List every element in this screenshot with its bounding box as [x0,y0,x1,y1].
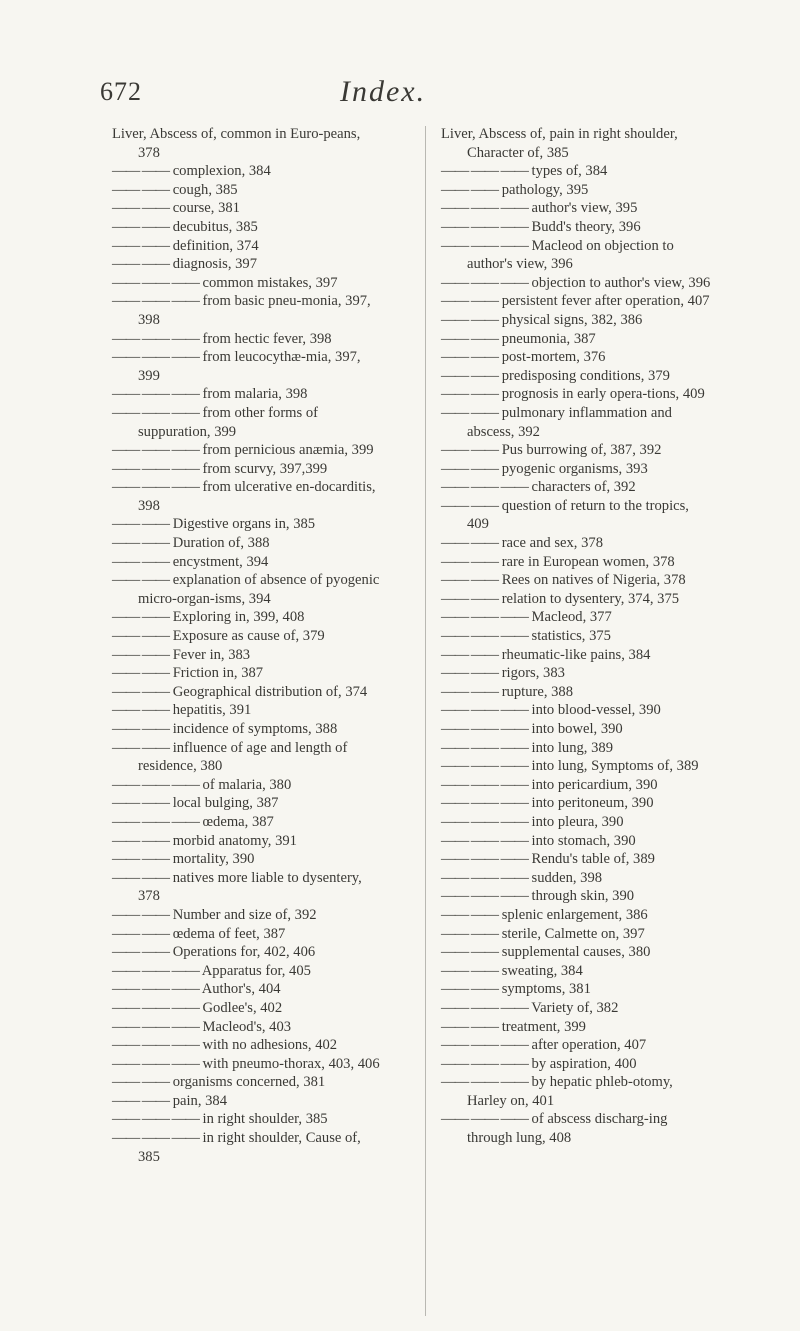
index-entry-text: pneumonia, 387 [501,330,596,347]
index-entry [441,385,711,404]
repeat-dash: —— —— [441,590,499,607]
index-entry [441,664,711,683]
index-entry [441,608,711,627]
index-entry-text: Operations for, 402, 406 [172,944,316,961]
index-entry-text: œdema of feet, 387 [172,925,286,942]
index-entry [441,292,711,311]
index-entry [112,1129,382,1166]
repeat-dash: —— —— [112,702,170,719]
index-entry [441,906,711,925]
index-entry-text: natives more liable to dysentery, 378 [138,869,362,905]
index-entry [112,125,382,162]
index-entry [112,162,382,181]
index-entry [112,776,382,795]
index-entry-text: of abscess discharg-ing through lung, 408 [467,1111,668,1147]
index-entry [112,218,382,237]
index-entry-text: definition, 374 [172,237,259,254]
repeat-dash: —— —— [112,1074,170,1091]
page-title: Index. [340,75,427,108]
index-entry-text: decubitus, 385 [172,218,258,235]
index-entry-text: from ulcerative en-docarditis, 398 [138,479,376,514]
repeat-dash: —— —— [112,163,170,180]
repeat-dash: —— —— —— [112,404,199,421]
repeat-dash: —— —— [441,944,499,961]
repeat-dash: —— —— —— [112,274,199,291]
repeat-dash: —— —— —— [441,721,528,737]
index-entry-text: rigors, 383 [501,665,565,682]
index-entry [112,515,382,534]
index-entry-text: Pus burrowing of, 387, 392 [501,442,662,459]
index-entry [441,943,711,962]
index-entry [112,460,382,479]
repeat-dash: —— —— —— [112,330,199,347]
index-entry-text: morbid anatomy, 391 [172,832,297,849]
index-entry-text: relation to dysentery, 374, 375 [501,590,680,607]
index-entry [112,348,382,385]
repeat-dash: —— —— [112,665,170,682]
index-entry [441,162,711,181]
repeat-dash: —— —— [441,925,499,942]
index-entry [112,553,382,572]
index-entry-text: Duration of, 388 [172,535,270,552]
index-entry-text: into blood-vessel, 390 [531,702,661,719]
index-entry [112,1018,382,1037]
repeat-dash: —— —— [112,1092,170,1109]
index-entry-text: types of, 384 [531,163,608,180]
index-entry-text: cough, 385 [172,181,238,198]
index-entry [441,274,711,293]
index-entry [441,590,711,609]
index-entry-text: influence of age and length of residence, 380 [138,739,348,775]
index-entry [112,1110,382,1129]
index-entry [112,627,382,646]
repeat-dash: —— —— —— [441,274,528,291]
index-entry [441,683,711,702]
repeat-dash: —— —— —— [112,981,199,998]
repeat-dash: —— —— [112,628,170,645]
index-entry-text: splenic enlargement, 386 [501,906,648,923]
repeat-dash: —— —— —— [441,1111,528,1128]
index-entry [441,497,711,534]
repeat-dash: —— —— —— [112,1037,199,1054]
index-entry [112,608,382,627]
repeat-dash: —— —— [112,721,170,737]
repeat-dash: —— —— —— [441,200,528,217]
repeat-dash: —— —— —— [441,702,528,719]
index-entry-text: Number and size of, 392 [172,906,317,923]
repeat-dash: —— —— [112,237,170,254]
index-entry [441,646,711,665]
index-entry [112,478,382,515]
repeat-dash: —— —— —— [441,795,528,812]
index-entry-text: Geographical distribution of, 374 [172,683,368,700]
repeat-dash: —— —— —— [112,349,199,366]
repeat-dash: —— —— [112,851,170,868]
index-entry-text: question of return to the tropics, 409 [467,497,689,533]
index-entry [441,720,711,739]
repeat-dash: —— —— [441,181,499,198]
index-entry [112,794,382,813]
index-entry-text: through skin, 390 [531,888,635,905]
index-entry-text: diagnosis, 397 [172,256,258,273]
index-entry-text: Exploring in, 399, 408 [172,609,305,626]
index-entry [112,720,382,739]
index-entry-text: supplemental causes, 380 [501,944,651,961]
repeat-dash: —— —— [441,906,499,923]
index-entry-text: characters of, 392 [531,479,636,496]
repeat-dash: —— —— [441,981,499,998]
index-entry [441,999,711,1018]
index-entry-text: pyogenic organisms, 393 [501,460,648,477]
repeat-dash: —— —— [441,404,499,421]
index-entry [112,701,382,720]
index-entry [441,757,711,776]
repeat-dash: —— —— [112,869,170,886]
index-entry-text: incidence of symptoms, 388 [172,721,338,737]
index-entry [112,1036,382,1055]
index-entry [112,850,382,869]
repeat-dash: —— —— —— [441,999,528,1016]
repeat-dash: —— —— —— [441,758,528,775]
index-entry [441,887,711,906]
index-entry [441,980,711,999]
index-entry [441,460,711,479]
repeat-dash: —— —— —— [441,218,528,235]
repeat-dash: —— —— —— [112,479,199,496]
repeat-dash: —— —— —— [441,776,528,793]
index-entry [112,646,382,665]
index-entry-text: pulmonary inflammation and abscess, 392 [467,404,672,440]
index-entry-text: Godlee's, 402 [202,999,283,1016]
index-entry [441,237,711,274]
index-entry [441,1036,711,1055]
index-entry-text: prognosis in early opera-tions, 409 [501,386,705,403]
repeat-dash: —— —— —— [441,479,528,496]
index-entry-text: pain, 384 [172,1092,228,1109]
index-entry-text: into lung, Symptoms of, 389 [531,758,699,775]
index-entry-text: statistics, 375 [531,628,611,645]
index-entry-text: complexion, 384 [172,163,271,180]
index-entry [441,869,711,888]
index-entry-text: from malaria, 398 [202,386,308,403]
index-entry [112,869,382,906]
repeat-dash: —— —— [441,1018,499,1035]
index-entry-text: into stomach, 390 [531,832,636,849]
index-entry-text: œdema, 387 [202,813,274,830]
index-entry-text: of malaria, 380 [202,776,292,793]
index-entry-text: common mistakes, 397 [202,274,338,291]
index-entry-text: in right shoulder, 385 [202,1111,328,1128]
index-entry-text: encystment, 394 [172,553,269,570]
index-entry-text: treatment, 399 [501,1018,586,1035]
index-entry-text: Macleod, 377 [531,609,612,626]
index-entry [112,330,382,349]
index-column-left [112,125,382,1166]
index-column-right [441,125,711,1148]
repeat-dash: —— —— —— [112,386,199,403]
index-entry [441,850,711,869]
index-entry-text: sterile, Calmette on, 397 [501,925,645,942]
repeat-dash: —— —— [441,311,499,328]
repeat-dash: —— —— [441,665,499,682]
repeat-dash: —— —— —— [112,442,199,459]
index-entry [441,794,711,813]
index-entry-text: by hepatic phleb-otomy, Harley on, 401 [467,1074,673,1109]
index-entry [441,553,711,572]
index-entry-text: with no adhesions, 402 [202,1037,338,1054]
index-entry-text: with pneumo-thorax, 403, 406 [202,1055,380,1072]
index-entry [441,218,711,237]
index-entry [441,739,711,758]
repeat-dash: —— —— —— [112,776,199,793]
index-entry [441,813,711,832]
index-entry [441,367,711,386]
index-entry [112,292,382,329]
repeat-dash: —— —— [441,497,499,514]
index-entry [441,1018,711,1037]
index-entry [112,199,382,218]
index-entry [441,311,711,330]
index-entry [441,330,711,349]
index-entry-text: explanation of absence of pyogenic micro-organ-isms, 394 [138,572,380,607]
index-entry-text: Friction in, 387 [172,665,264,682]
repeat-dash: —— —— —— [441,628,528,645]
repeat-dash: —— —— —— [441,237,528,254]
repeat-dash: —— —— [441,386,499,403]
repeat-dash: —— —— —— [112,813,199,830]
repeat-dash: —— —— [441,349,499,366]
index-entry-text: author's view, 395 [531,200,638,217]
repeat-dash: —— —— [112,906,170,923]
index-entry-text: into bowel, 390 [531,721,623,737]
index-entry [112,925,382,944]
repeat-dash: —— —— —— [441,1037,528,1054]
index-entry-text: predisposing conditions, 379 [501,367,670,384]
index-entry [441,125,711,162]
repeat-dash: —— —— —— [112,1018,199,1035]
index-entry-text: from leucocythæ-mia, 397, 399 [138,349,361,384]
index-entry-text: from hectic fever, 398 [202,330,332,347]
index-entry-text: from scurvy, 397,399 [202,460,328,477]
repeat-dash: —— —— —— [441,1055,528,1072]
index-entry-text: Liver, Abscess of, common in Euro-peans, 378 [112,126,361,161]
repeat-dash: —— —— —— [441,832,528,849]
column-divider [425,126,426,1316]
index-entry [441,348,711,367]
index-entry-text: symptoms, 381 [501,981,591,998]
index-entry [441,1055,711,1074]
index-entry [112,999,382,1018]
repeat-dash: —— —— [112,646,170,663]
repeat-dash: —— —— —— [112,1130,199,1147]
index-entry-text: pathology, 395 [501,181,589,198]
index-entry [112,683,382,702]
index-entry [112,1055,382,1074]
repeat-dash: —— —— [441,367,499,384]
index-entry-text: into pericardium, 390 [531,776,658,793]
index-entry-text: Exposure as cause of, 379 [172,628,325,645]
index-entry [441,181,711,200]
index-entry [441,1110,711,1147]
index-entry [441,962,711,981]
repeat-dash: —— —— [441,442,499,459]
repeat-dash: —— —— —— [441,888,528,905]
repeat-dash: —— —— [112,795,170,812]
repeat-dash: —— —— [112,683,170,700]
index-entry [441,404,711,441]
repeat-dash: —— —— [441,572,499,589]
index-entry-text: from other forms of suppuration, 399 [138,404,319,440]
index-entry [441,776,711,795]
index-entry-text: in right shoulder, Cause of, 385 [138,1130,361,1165]
index-entry [441,1073,711,1110]
index-entry [112,664,382,683]
index-entry [441,534,711,553]
index-entry-text: physical signs, 382, 386 [501,311,643,328]
index-entry [441,925,711,944]
repeat-dash: —— —— [441,962,499,979]
index-entry-text: persistent fever after operation, 407 [501,293,710,310]
repeat-dash: —— —— [112,832,170,849]
repeat-dash: —— —— —— [441,813,528,830]
index-entry-text: sweating, 384 [501,962,583,979]
repeat-dash: —— —— —— [441,851,528,868]
index-entry [441,199,711,218]
index-entry-text: sudden, 398 [531,869,603,886]
repeat-dash: —— —— —— [112,1055,199,1072]
index-entry [112,906,382,925]
index-entry [441,441,711,460]
index-entry-text: after operation, 407 [531,1037,647,1054]
repeat-dash: —— —— —— [112,460,199,477]
index-entry-text: Liver, Abscess of, pain in right shoulder, Character of, 385 [441,126,678,161]
index-entry-text: rare in European women, 378 [501,553,675,570]
repeat-dash: —— —— [112,609,170,626]
index-entry-text: Digestive organs in, 385 [172,516,316,533]
index-entry-text: rupture, 388 [501,683,574,700]
repeat-dash: —— —— [112,572,170,589]
repeat-dash: —— —— —— [112,1111,199,1128]
repeat-dash: —— —— [441,330,499,347]
repeat-dash: —— —— [441,683,499,700]
index-entry-text: objection to author's view, 396 [531,274,711,291]
index-entry [112,739,382,776]
index-entry [112,980,382,999]
index-entry [112,274,382,293]
index-entry [112,1092,382,1111]
index-entry [112,943,382,962]
index-entry [112,404,382,441]
index-entry-text: mortality, 390 [172,851,255,868]
repeat-dash: —— —— [112,256,170,273]
index-entry-text: Budd's theory, 396 [531,218,641,235]
repeat-dash: —— —— [112,200,170,217]
repeat-dash: —— —— [112,535,170,552]
index-entry-text: Rees on natives of Nigeria, 378 [501,572,686,589]
repeat-dash: —— —— [441,460,499,477]
index-entry-text: from basic pneu-monia, 397, 398 [138,293,371,328]
index-entry [112,1073,382,1092]
page-number: 672 [100,77,142,106]
index-entry [112,255,382,274]
index-entry-text: Author's, 404 [201,981,281,998]
index-entry-text: Macleod's, 403 [202,1018,292,1035]
index-entry [441,627,711,646]
repeat-dash: —— —— —— [441,609,528,626]
index-entry-text: race and sex, 378 [501,535,603,552]
repeat-dash: —— —— [112,181,170,198]
index-entry-text: by aspiration, 400 [531,1055,637,1072]
repeat-dash: —— —— [441,293,499,310]
repeat-dash: —— —— —— [441,869,528,886]
index-entry-text: into lung, 389 [531,739,613,756]
repeat-dash: —— —— —— [112,999,199,1016]
repeat-dash: —— —— —— [112,962,199,979]
index-entry-text: Macleod on objection to author's view, 396 [467,237,674,273]
index-entry [441,571,711,590]
repeat-dash: —— —— [112,553,170,570]
repeat-dash: —— —— [112,218,170,235]
index-entry-text: course, 381 [172,200,240,217]
index-entry [441,832,711,851]
repeat-dash: —— —— [112,516,170,533]
repeat-dash: —— —— [441,646,499,663]
index-entry [112,181,382,200]
index-entry-text: organisms concerned, 381 [172,1074,326,1091]
index-entry-text: rheumatic-like pains, 384 [501,646,651,663]
index-entry [112,832,382,851]
repeat-dash: —— —— [441,535,499,552]
repeat-dash: —— —— —— [441,739,528,756]
repeat-dash: —— —— —— [112,293,199,310]
index-entry [441,478,711,497]
index-entry [112,534,382,553]
index-entry [112,962,382,981]
index-entry-text: Variety of, 382 [531,999,619,1016]
repeat-dash: —— —— —— [441,1074,528,1091]
repeat-dash: —— —— [112,739,170,756]
index-entry-text: into pleura, 390 [531,813,624,830]
index-entry-text: Rendu's table of, 389 [531,851,655,868]
index-entry [112,237,382,256]
repeat-dash: —— —— [112,944,170,961]
index-entry [441,701,711,720]
index-entry [112,571,382,608]
repeat-dash: —— —— [112,925,170,942]
index-entry [112,813,382,832]
index-entry-text: from pernicious anæmia, 399 [202,442,374,459]
repeat-dash: —— —— [441,553,499,570]
index-entry-text: hepatitis, 391 [172,702,252,719]
index-entry-text: into peritoneum, 390 [531,795,654,812]
index-entry-text: post-mortem, 376 [501,349,606,366]
index-entry-text: Fever in, 383 [172,646,251,663]
index-entry [112,441,382,460]
index-entry [112,385,382,404]
index-entry-text: Apparatus for, 405 [201,962,311,979]
index-entry-text: local bulging, 387 [172,795,279,812]
repeat-dash: —— —— —— [441,163,528,180]
